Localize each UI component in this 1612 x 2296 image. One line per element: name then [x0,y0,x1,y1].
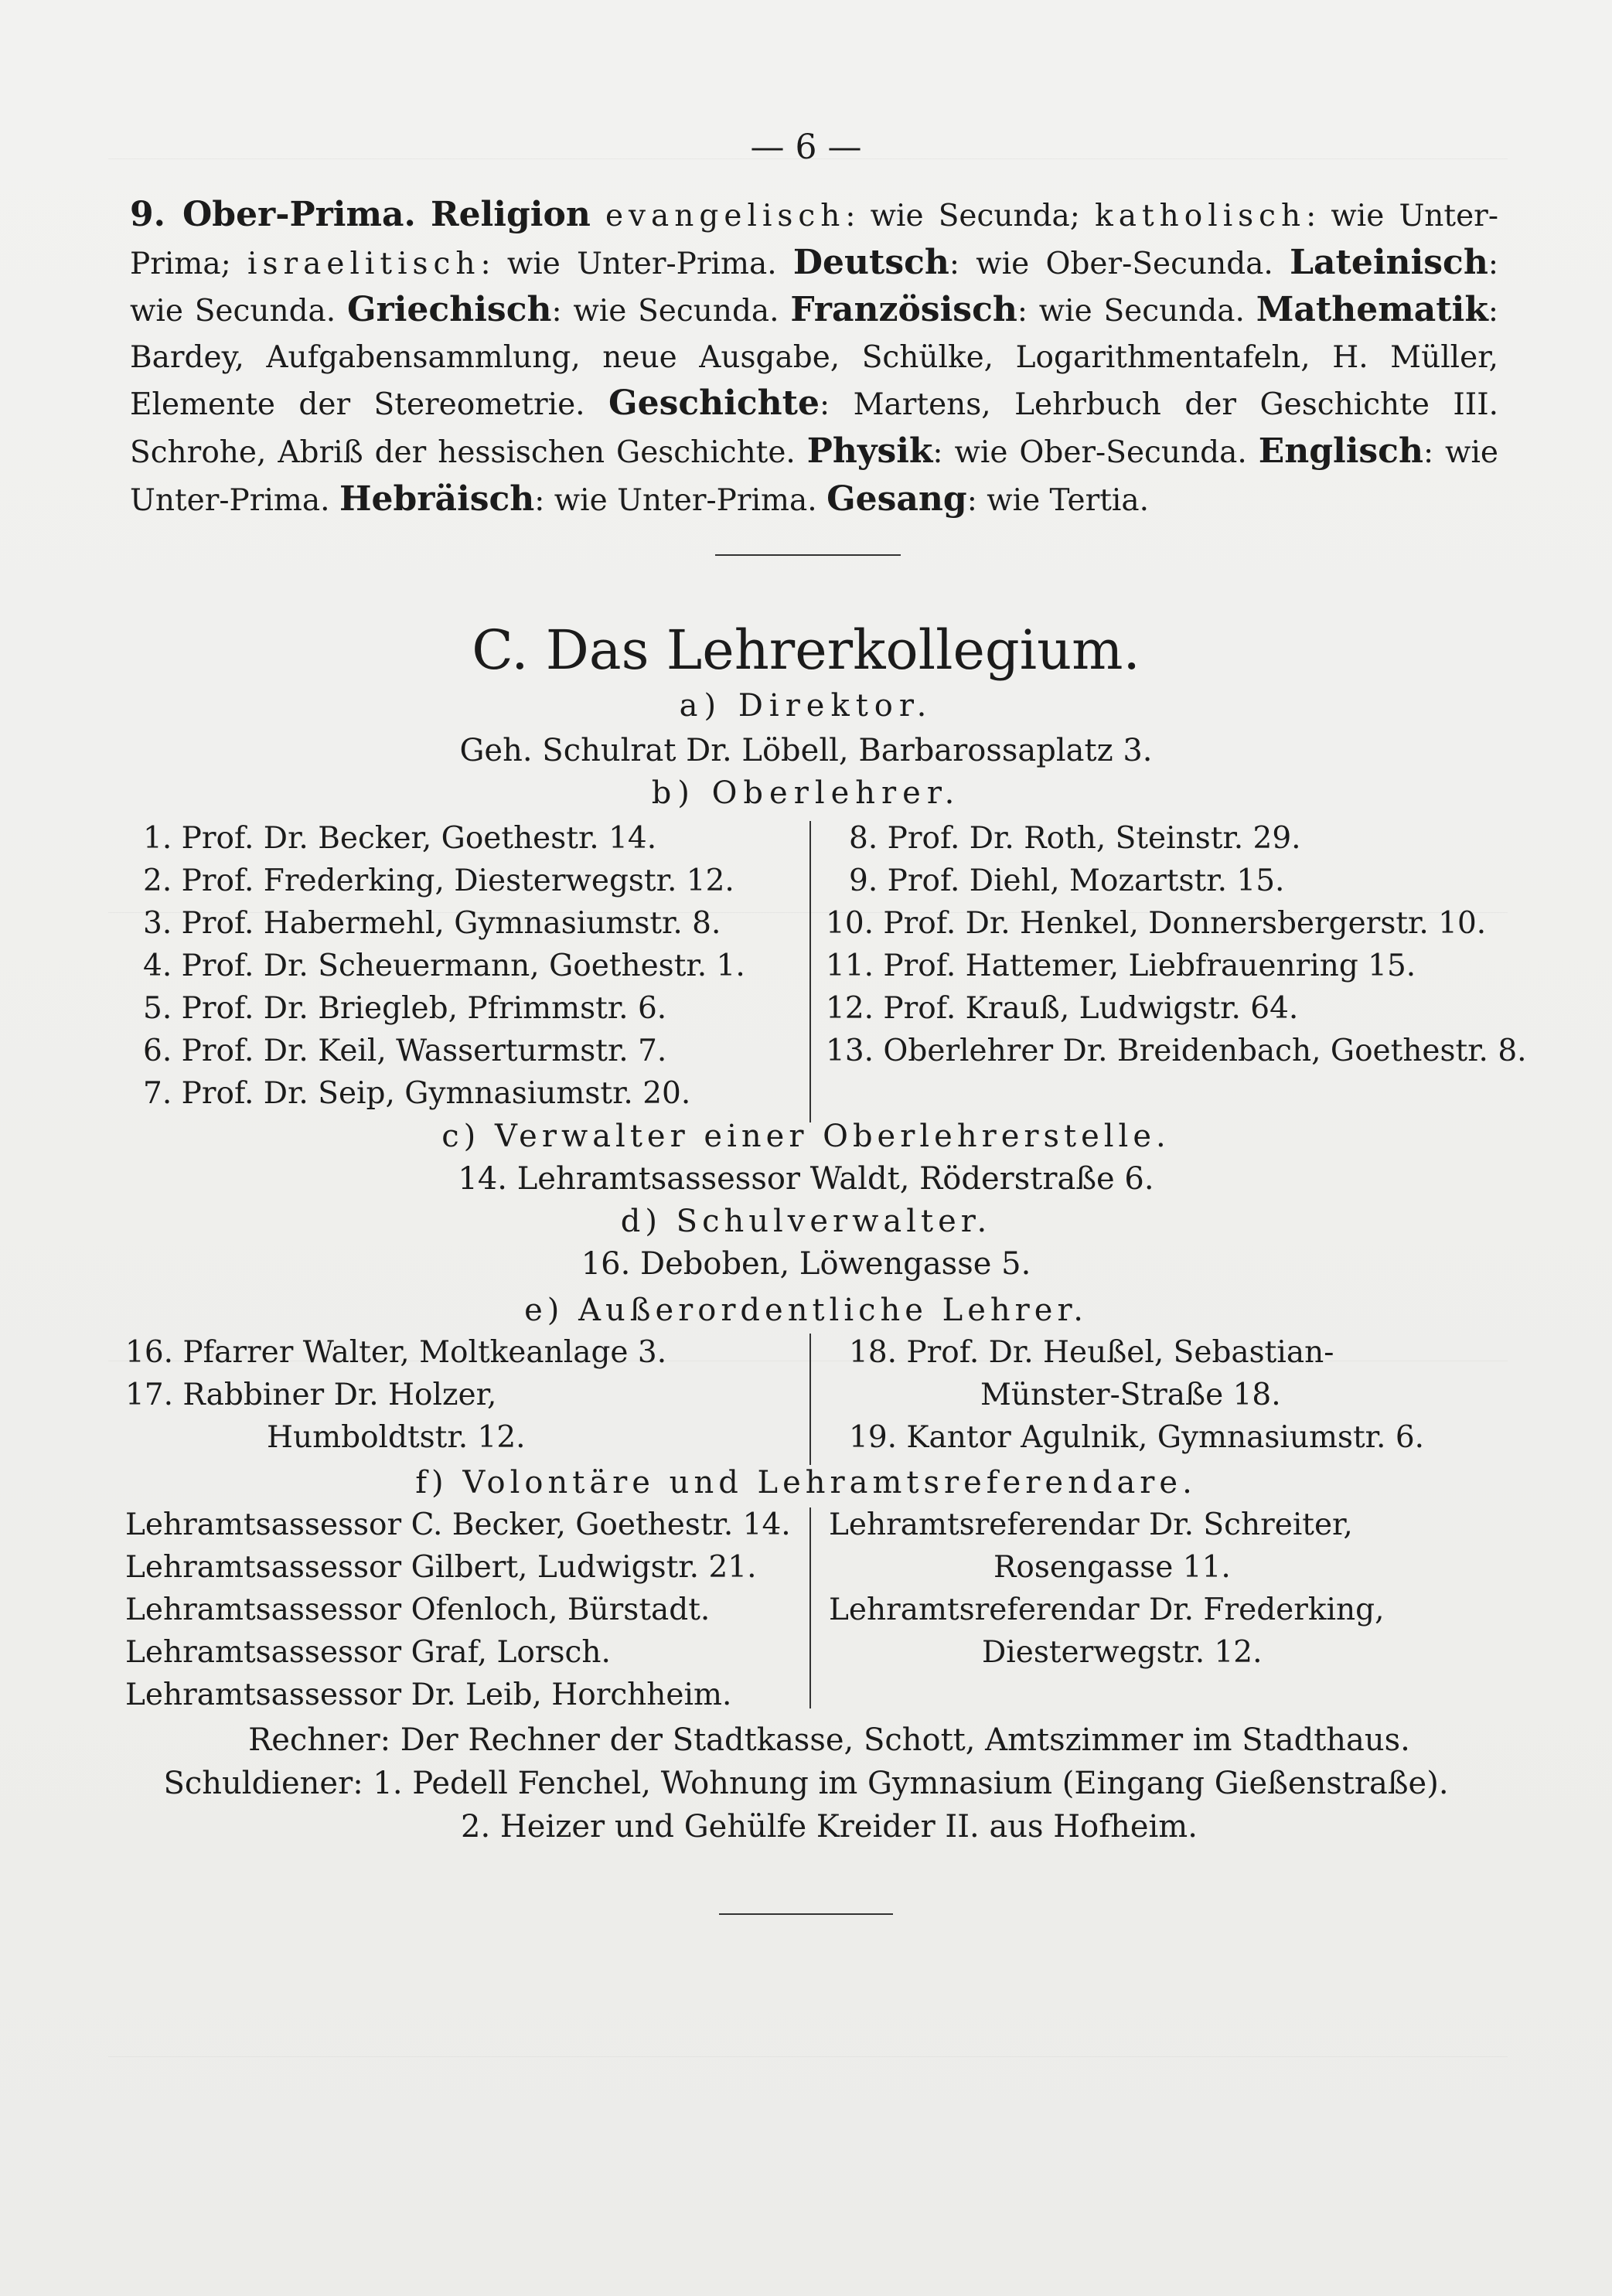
divider-bottom [719,1913,893,1915]
volontaer-item: Lehramtsassessor Dr. Leib, Horchheim. [125,1678,732,1712]
class-heading: 9. Ober-Prima. [130,195,416,234]
section-title: C. Das Lehrerkollegium. [472,618,1140,682]
page-number: — 6 — [750,128,862,167]
volontaer-item: Lehramtsassessor Graf, Lorsch. [125,1635,611,1670]
oberlehrer-item: 4. Prof. Dr. Scheuermann, Goethestr. 1. [143,949,745,983]
rechner-line: Rechner: Der Rechner der Stadtkasse, Schott, Amtszimmer im Stadthaus. [248,1722,1410,1758]
oberlehrer-item: 10. Prof. Dr. Henkel, Donnersbergerstr. 10. [826,906,1487,941]
griechisch-heading: Griechisch [346,290,552,330]
gesang-heading: Gesang [826,479,967,519]
deutsch-heading: Deutsch [792,242,949,282]
oberlehrer-item: 13. Oberlehrer Dr. Breidenbach, Goethestr. 8. [826,1034,1527,1068]
israelitisch-label: israelitisch [247,246,481,281]
oberlehrer-item: 1. Prof. Dr. Becker, Goethestr. 14. [143,821,657,856]
referendar-item-cont: Rosengasse 11. [993,1550,1231,1585]
oberlehrer-heading: b) Oberlehrer. [651,775,961,811]
oberlehrer-item: 5. Prof. Dr. Briegleb, Pfrimmstr. 6. [143,991,667,1026]
hebraeisch-heading: Hebräisch [339,479,535,519]
ausserordentlich-item: 18. Prof. Dr. Heußel, Sebastian- [849,1335,1334,1370]
divider-top [715,554,901,556]
volontaer-item: Lehramtsassessor Ofenloch, Bürstadt. [125,1593,711,1627]
direktor-heading: a) Direktor. [679,688,933,724]
direktor-entry: Geh. Schulrat Dr. Löbell, Barbarossaplatz 3. [459,733,1153,768]
volontaer-item: Lehramtsassessor Gilbert, Ludwigstr. 21. [125,1550,757,1585]
franzoesisch-heading: Französisch [790,290,1017,330]
referendar-item: Lehramtsreferendar Dr. Frederking, [829,1593,1385,1627]
volontaere-heading: f) Volontäre und Lehramtsreferendare. [415,1465,1197,1501]
oberlehrer-item: 6. Prof. Dr. Keil, Wasserturmstr. 7. [143,1034,667,1068]
oberlehrer-item: 2. Prof. Frederking, Diesterwegstr. 12. [143,864,734,898]
oberlehrer-item: 7. Prof. Dr. Seip, Gymnasiumstr. 20. [143,1076,691,1111]
oberlehrer-item: 8. Prof. Dr. Roth, Steinstr. 29. [849,821,1301,856]
oberlehrer-item: 12. Prof. Krauß, Ludwigstr. 64. [826,991,1299,1026]
lateinisch-heading: Lateinisch [1290,242,1488,282]
volontaer-item: Lehramtsassessor C. Becker, Goethestr. 14. [125,1507,791,1542]
schulverwalter-entry: 16. Deboben, Löwengasse 5. [581,1246,1031,1282]
physik-heading: Physik [806,431,933,471]
referendar-item-cont: Diesterwegstr. 12. [982,1635,1263,1670]
column-divider-volontaere [809,1507,811,1708]
oberlehrer-item: 11. Prof. Hattemer, Liebfrauenring 15. [826,949,1416,983]
verwalter-entry: 14. Lehramtsassessor Waldt, Röderstraße 6. [458,1161,1154,1197]
column-divider-oberlehrer [809,821,811,1122]
schuldiener-line: Schuldiener: 1. Pedell Fenchel, Wohnung im Gymnasium (Eingang Gießenstraße). [163,1766,1449,1801]
column-divider-ausserordentlich [809,1334,811,1465]
ausserordentlich-item: 19. Kantor Agulnik, Gymnasiumstr. 6. [849,1420,1425,1455]
englisch-heading: Englisch [1258,431,1423,471]
schulverwalter-heading: d) Schulverwalter. [620,1204,992,1239]
ausserordentlich-item-cont: Münster-Straße 18. [980,1378,1281,1412]
ausserordentlich-item: 17. Rabbiner Dr. Holzer, [125,1378,497,1412]
oberlehrer-item: 3. Prof. Habermehl, Gymnasiumstr. 8. [143,906,721,941]
schuldiener-line-2: 2. Heizer und Gehülfe Kreider II. aus Hofheim. [461,1809,1198,1845]
katholisch-label: katholisch [1095,199,1307,233]
mathematik-heading: Mathematik [1256,290,1488,330]
referendar-item: Lehramtsreferendar Dr. Schreiter, [829,1507,1353,1542]
ausserordentlich-item-cont: Humboldtstr. 12. [267,1420,526,1455]
ausserordentlich-item: 16. Pfarrer Walter, Moltkeanlage 3. [125,1335,667,1370]
geschichte-heading: Geschichte [608,383,820,424]
ausserordentliche-heading: e) Außerordentliche Lehrer. [524,1293,1088,1328]
evangelisch-label: evangelisch [605,199,846,233]
curriculum-ober-prima: 9. Ober-Prima. Religion evangelisch: wie Secunda; katholisch: wie Unter-Prima; israelitisch: wie Unter-Prima. Deutsch: wie Ober-Secunda. Lateinisch: wie Secunda. Griechisch: wie Secunda. Französisch: wie Secunda. Mathematik: Bardey, Aufgabensammlung, neue Ausgabe, Schülke, Logarithmentafeln, H. Müller, Elemente der Stereometrie. Geschichte: Martens, Lehrbuch der Geschichte III. Schrohe, Abriß der hessischen Geschichte. Physik: wie Ober-Secunda. Englisch: wie Unter-Prima. Hebräisch: wie Unter-Prima. Gesang: wie Tertia. [130,195,1499,519]
oberlehrer-item: 9. Prof. Diehl, Mozartstr. 15. [849,864,1285,898]
verwalter-heading: c) Verwalter einer Oberlehrerstelle. [441,1119,1171,1154]
religion-heading: Religion [431,195,591,234]
